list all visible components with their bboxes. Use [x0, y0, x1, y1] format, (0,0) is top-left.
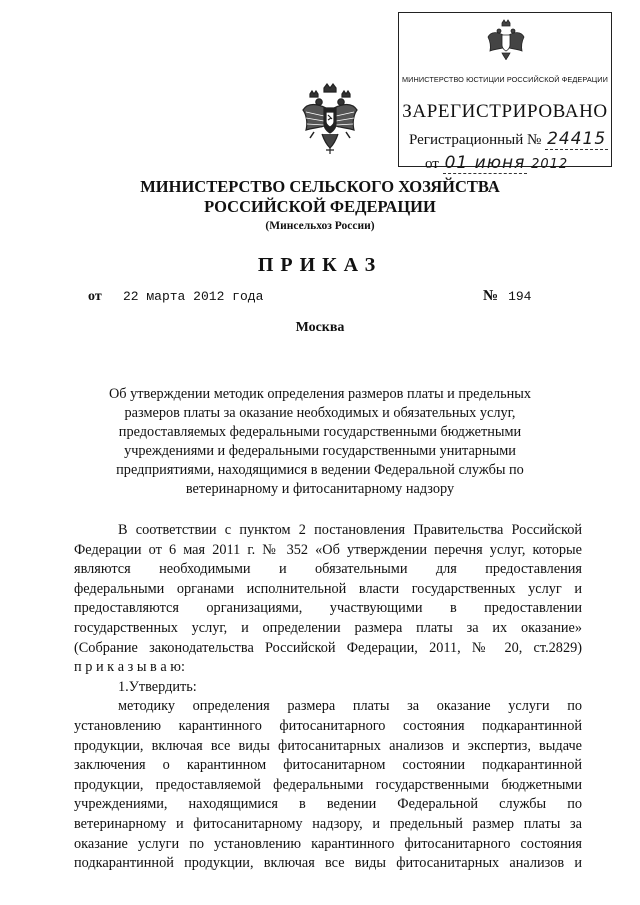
body-line: предоставляются организациями, участвующими в предоставлении	[74, 600, 582, 617]
stamp-registration-number	[409, 129, 608, 149]
order-date: 22 марта 2012 года	[122, 289, 264, 304]
order-city: Москва	[295, 320, 345, 335]
stamp-date-handwritten: 01 июня	[444, 153, 526, 173]
stamp-date-label: от	[425, 156, 439, 172]
stamp-registration-date	[425, 153, 568, 173]
ministry-name-line2: РОССИЙСКОЙ ФЕДЕРАЦИИ	[204, 197, 436, 216]
order-number-prefix: №	[483, 288, 499, 304]
subject-line: предоставляемых федеральными государственными бюджетными	[118, 424, 522, 440]
coat-of-arms-emblem	[300, 82, 360, 156]
subject-line: предприятиями, находящимися в ведении Федеральной службы по	[116, 462, 524, 478]
stamp-reg-number-handwritten: 24415	[547, 129, 607, 149]
order-date-prefix: от	[88, 289, 102, 304]
stamp-reg-label: Регистрационный №	[409, 132, 542, 148]
body-line: государственных услуг, и определении размера платы за их оказание»	[74, 619, 582, 636]
body-line: ветеринарному и фитосанитарному надзору, и предельный размер платы за	[74, 815, 582, 832]
body-line: заключения о карантинном фитосанитарном состоянии подкарантинной	[74, 757, 582, 774]
subject-line: Об утверждении методик определения размеров платы и предельных	[108, 386, 532, 402]
body-line: учреждениями, находящимися в ведении Федеральной службы по	[74, 796, 582, 813]
stamp-emblem-icon	[486, 19, 526, 61]
stamp-registered-label: ЗАРЕГИСТРИРОВАНО	[402, 101, 608, 122]
document-type-title: ПРИКАЗ	[257, 254, 383, 276]
body-line: оказание услуги по установлению карантинного фитосанитарного состояния	[74, 835, 582, 852]
body-line: продукции, включая все виды фитосанитарных анализов и экспертиз, выдаче	[74, 737, 582, 754]
order-number: 194	[508, 289, 532, 304]
subject-line: учреждениями и федеральными государственными унитарными	[124, 443, 516, 459]
body-line: (Собрание законодательства Российской Федерации, 2011, № 20, ст.2829)	[74, 639, 582, 656]
body-line: подкарантинной продукции, включая все виды фитосанитарных анализов и	[74, 855, 582, 872]
ministry-name-line1: МИНИСТЕРСТВО СЕЛЬСКОГО ХОЗЯЙСТВА	[140, 177, 500, 196]
body-line: продукции, предоставляемой федеральными государственными бюджетными	[74, 776, 582, 793]
order-date-row	[88, 288, 263, 305]
subject-line: ветеринарному и фитосанитарному надзору	[185, 481, 455, 497]
order-body	[74, 521, 582, 874]
body-line-approve: 1.Утвердить:	[118, 678, 197, 695]
body-line: установлению карантинного фитосанитарного состояния подкарантинной	[74, 717, 582, 734]
stamp-ministry-name: МИНИСТЕРСТВО ЮСТИЦИИ РОССИЙСКОЙ ФЕДЕРАЦИИ	[402, 75, 608, 84]
body-line-order-word: п р и к а з ы в а ю:	[74, 659, 185, 676]
body-line: федеральными органами исполнительной власти государственных услуг и	[74, 580, 582, 597]
subject-line: размеров платы за оказание необходимых и обязательных услуг,	[124, 405, 516, 421]
body-line: Федерации от 6 мая 2011 г. № 352 «Об утверждении перечня услуг, которые	[74, 541, 582, 558]
order-number-row	[483, 287, 531, 305]
stamp-year-handwritten: 2012	[531, 157, 569, 172]
registration-stamp	[398, 12, 612, 173]
body-line: методику определения размера платы за оказание услуги по	[118, 698, 582, 715]
body-line: В соответствии с пунктом 2 постановления Правительства Российской	[118, 522, 582, 538]
body-line: являются необходимыми и обязательными для предоставления	[74, 561, 582, 578]
ministry-short-name: (Минсельхоз России)	[265, 220, 375, 232]
order-subject	[60, 385, 580, 499]
